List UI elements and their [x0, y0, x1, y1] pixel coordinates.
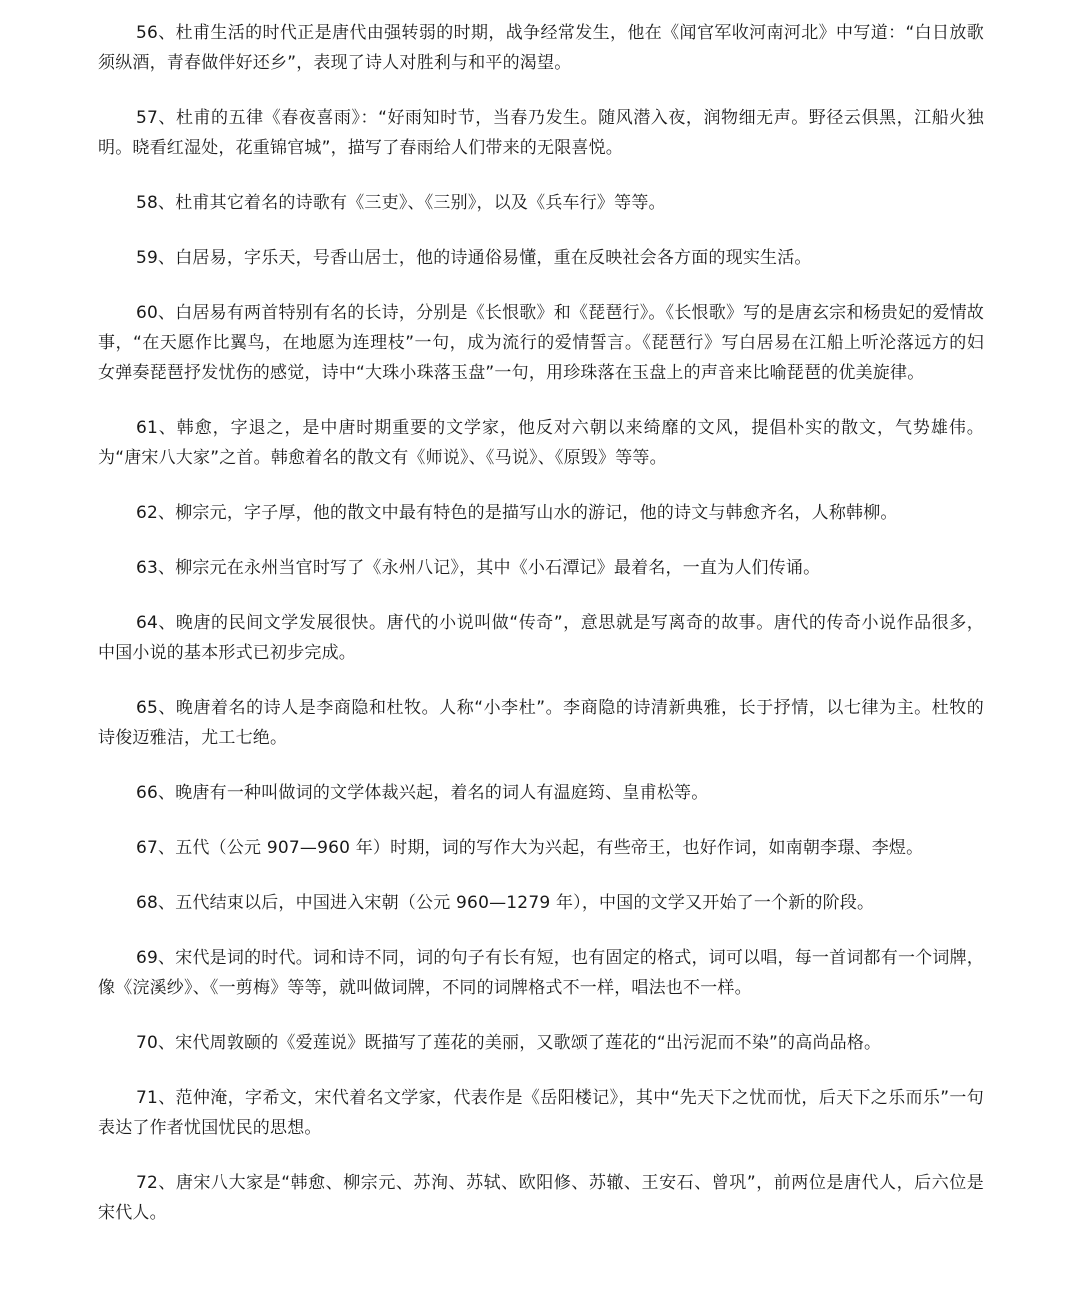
- paragraph-56: 56、杜甫生活的时代正是唐代由强转弱的时期，战争经常发生，他在《闻官军收河南河北》中写道：“白日放歌须纵酒，青春做伴好还乡”，表现了诗人对胜利与和平的渴望。: [98, 23, 984, 73]
- paragraph-64: 64、晚唐的民间文学发展很快。唐代的小说叫做“传奇”，意思就是写离奇的故事。唐代的传奇小说作品很多，中国小说的基本形式已初步完成。: [98, 613, 984, 663]
- paragraph-60: 60、白居易有两首特别有名的长诗，分别是《长恨歌》和《琵琶行》。《长恨歌》写的是唐玄宗和杨贵妃的爱情故事，“在天愿作比翼鸟，在地愿为连理枝”一句，成为流行的爱情誓言。《琵琶行》写白居易在江船上听沦落远方的妇女弹奏琵琶抒发忧伤的感觉，诗中“大珠小珠落玉盘”一句，用珍珠落在玉盘上的声音来比喻琵琶的优美旋律。: [98, 303, 984, 383]
- paragraph-59: 59、白居易，字乐天，号香山居士，他的诗通俗易懂，重在反映社会各方面的现实生活。: [136, 248, 812, 268]
- paragraph-62: 62、柳宗元，字子厚，他的散文中最有特色的是描写山水的游记，他的诗文与韩愈齐名，人称韩柳。: [136, 503, 898, 523]
- paragraph-71: 71、范仲淹，字希文，宋代着名文学家，代表作是《岳阳楼记》，其中“先天下之忧而忧，后天下之乐而乐”一句表达了作者忧国忧民的思想。: [98, 1088, 984, 1138]
- paragraph-66: 66、晚唐有一种叫做词的文学体裁兴起，着名的词人有温庭筠、皇甫松等。: [136, 783, 709, 803]
- paragraph-72: 72、唐宋八大家是“韩愈、柳宗元、苏洵、苏轼、欧阳修、苏辙、王安石、曾巩”，前两位是唐代人，后六位是宋代人。: [98, 1173, 984, 1223]
- paragraph-63: 63、柳宗元在永州当官时写了《永州八记》，其中《小石潭记》最着名，一直为人们传诵。: [136, 558, 821, 578]
- document-page: [98, 18, 984, 1253]
- paragraph-58: 58、杜甫其它着名的诗歌有《三吏》、《三别》，以及《兵车行》等等。: [136, 193, 666, 213]
- paragraph-67: 67、五代（公元 907—960 年）时期，词的写作大为兴起，有些帝王，也好作词，如南朝李璟、李煜。: [136, 838, 924, 858]
- paragraph-69: 69、宋代是词的时代。词和诗不同，词的句子有长有短，也有固定的格式，词可以唱，每一首词都有一个词牌，像《浣溪纱》、《一剪梅》等等，就叫做词牌，不同的词牌格式不一样，唱法也不一样。: [98, 948, 984, 998]
- paragraph-68: 68、五代结束以后，中国进入宋朝（公元 960—1279 年），中国的文学又开始了一个新的阶段。: [136, 893, 875, 913]
- paragraph-61: 61、韩愈，字退之，是中唐时期重要的文学家，他反对六朝以来绮靡的文风，提倡朴实的散文，气势雄伟。为“唐宋八大家”之首。韩愈着名的散文有《师说》、《马说》、《原毁》等等。: [98, 418, 984, 468]
- paragraph-70: 70、宋代周敦颐的《爱莲说》既描写了莲花的美丽，又歌颂了莲花的“出污泥而不染”的高尚品格。: [136, 1033, 882, 1053]
- paragraph-65: 65、晚唐着名的诗人是李商隐和杜牧。人称“小李杜”。李商隐的诗清新典雅，长于抒情，以七律为主。杜牧的诗俊迈雅洁，尤工七绝。: [98, 698, 984, 748]
- paragraph-57: 57、杜甫的五律《春夜喜雨》：“好雨知时节，当春乃发生。随风潜入夜，润物细无声。野径云俱黑，江船火独明。晓看红湿处，花重锦官城”，描写了春雨给人们带来的无限喜悦。: [98, 108, 984, 158]
